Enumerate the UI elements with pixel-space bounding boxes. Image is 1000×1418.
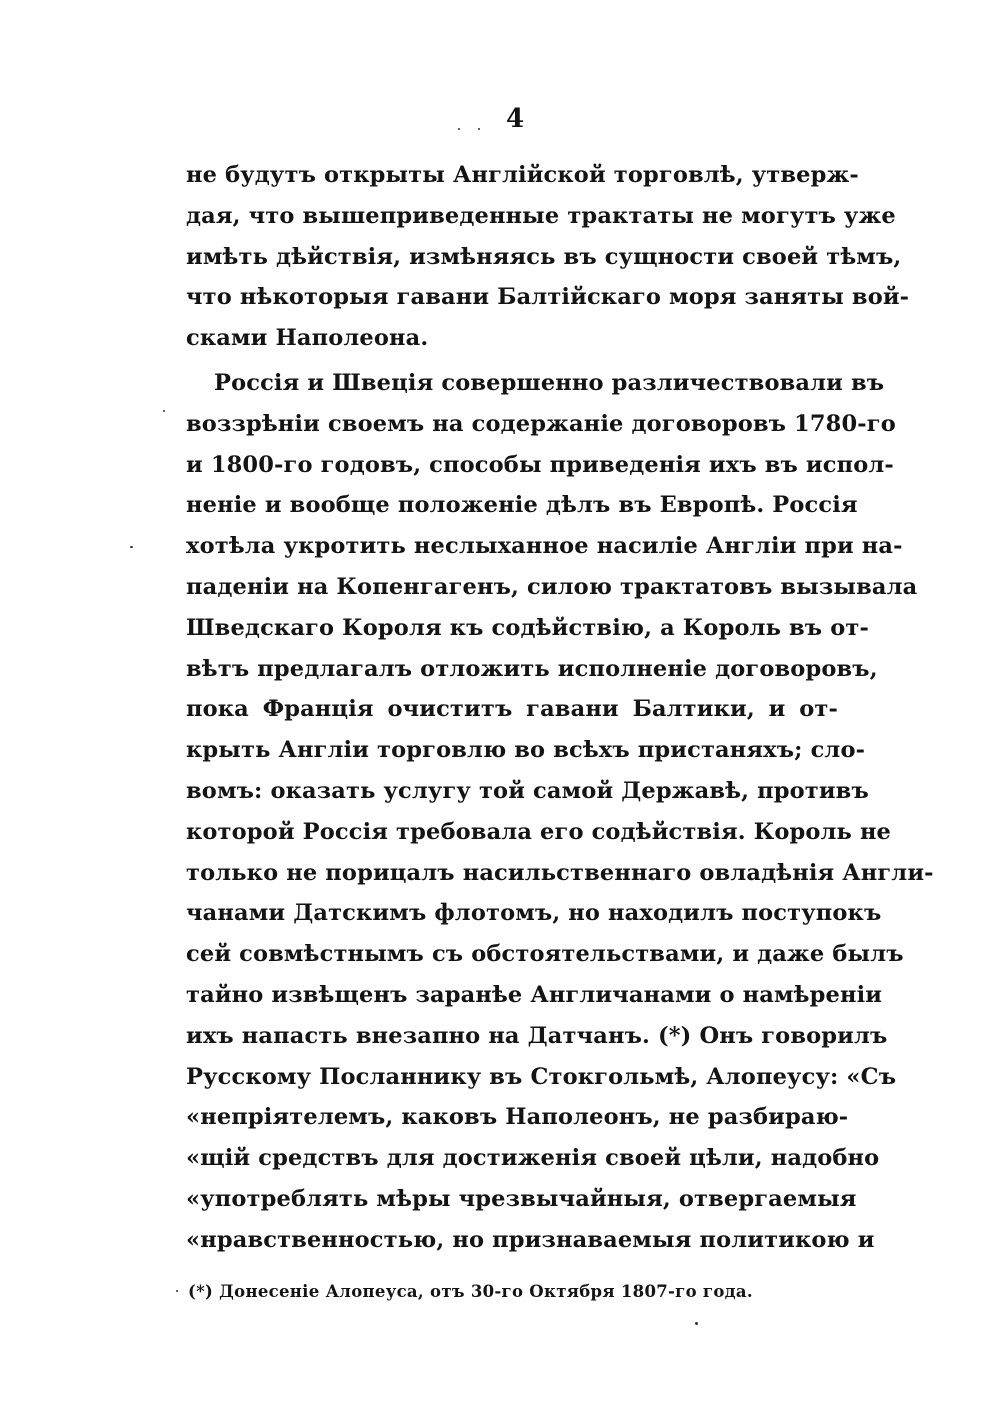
text-line: Русскому Посланнику въ Стокгольмѣ, Алопеусу: «Съ — [186, 1063, 897, 1090]
text-line: которой Россія требовала его содѣйствія. Король не — [186, 818, 892, 845]
scan-speck — [130, 546, 133, 548]
text-line: «непріятелемъ, каковъ Наполеонъ, не разбираю- — [186, 1104, 849, 1131]
scan-speck — [478, 128, 480, 130]
footnote: (*) Донесеніе Алопеуса, отъ 30-го Октября 1807-го года. — [188, 1282, 753, 1301]
text-line: Россія и Швеція совершенно различествовали въ — [214, 369, 885, 396]
text-line: вомъ: оказать услугу той самой Державѣ, противъ — [186, 777, 869, 804]
text-line: хотѣла укротить неслыханное насиліе Англіи при на- — [186, 533, 903, 560]
text-line: пока Франція очиститъ гавани Балтики, и от- — [186, 696, 838, 723]
text-line: «щій средствъ для достиженія своей цѣли, надобно — [186, 1145, 880, 1172]
text-line: «употреблять мѣры чрезвычайныя, отвергаемыя — [186, 1185, 857, 1212]
text-line: имѣть дѣйствія, измѣняясь въ сущности своей тѣмъ, — [186, 243, 902, 270]
text-line: «нравственностью, но признаваемыя политикою и — [186, 1226, 875, 1253]
text-line: сей совмѣстнымъ съ обстоятельствами, и даже былъ — [186, 941, 904, 968]
body-text — [186, 155, 934, 1261]
paragraph — [186, 363, 934, 1261]
text-line: ихъ напасть внезапно на Датчанъ. (*) Онъ говорилъ — [186, 1022, 888, 1049]
text-line: чанами Датскимъ флотомъ, но находилъ поступокъ — [186, 900, 882, 927]
text-line: крыть Англіи торговлю во всѣхъ пристаняхъ; сло- — [186, 737, 866, 764]
text-line: паденіи на Копенгагенъ, силою трактатовъ вызывала — [186, 573, 918, 600]
scan-speck — [458, 128, 460, 130]
text-line: дая, что вышеприведенные трактаты не могутъ уже — [186, 202, 896, 229]
text-line: Шведскаго Короля къ содѣйствію, а Король въ от- — [186, 614, 869, 641]
text-line: сками Наполеона. — [186, 325, 429, 352]
text-line: только не порицалъ насильственнаго овладѣнія Англи- — [186, 859, 934, 886]
text-line: не будутъ открыты Англійской торговлѣ, утверж- — [186, 162, 859, 188]
scan-speck — [695, 1322, 698, 1325]
paragraph — [186, 155, 910, 359]
text-line: неніе и вообще положеніе дѣлъ въ Европѣ. Россія — [186, 492, 858, 519]
scan-speck — [163, 410, 165, 412]
page-number: 4 — [505, 104, 525, 134]
text-line: вѣтъ предлагалъ отложить исполненіе договоровъ, — [186, 655, 878, 682]
text-line: воззрѣніи своемъ на содержаніе договоровъ 1780-го — [186, 410, 896, 437]
text-line: и 1800-го годовъ, способы приведенія ихъ въ испол- — [186, 451, 894, 478]
text-line: тайно извѣщенъ заранѣе Англичанами о намѣреніи — [186, 981, 883, 1008]
scan-speck — [176, 1290, 178, 1292]
text-line: что нѣкоторыя гавани Балтійскаго моря заняты вой- — [186, 284, 910, 311]
